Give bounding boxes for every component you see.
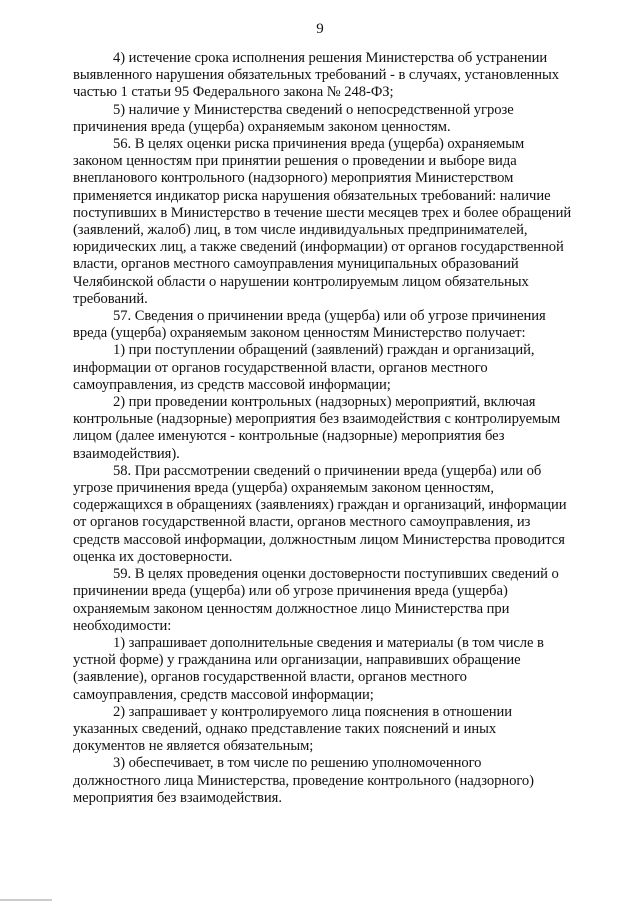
paragraph-clause-56: 56. В целях оценки риска причинения вреда (ущерба) охраняемым законом ценностям при принятии решения о проведении и выборе вида внепланового контрольного (надзорного) мероприятия Министерством применяется индикатор риска нарушения обязательных требований: наличие поступивших в Министерство в течение шести месяцев трех и более обращений (заявлений, жалоб) лиц, в том числе индивидуальных предпринимателей, юридических лиц, а также сведений (информации) от органов государственной власти, органов местного самоуправления муниципальных образований Челябинской области о нарушении контролируемым лицом обязательных требований.	[73, 136, 572, 307]
paragraph-clause-57: 57. Сведения о причинении вреда (ущерба) или об угрозе причинения вреда (ущерба) охраняемым законом ценностям Министерство получает:	[73, 308, 546, 342]
paragraph-clause-59: 59. В целях проведения оценки достоверности поступивших сведений о причинении вреда (ущерба) или об угрозе причинения вреда (ущерба) охраняемым законом ценностям должностное лицо Министерства при необходимости:	[73, 566, 559, 634]
scan-edge-mark	[0, 899, 52, 901]
paragraph-clause-59-item-3: 3) обеспечивает, в том числе по решению уполномоченного должностного лица Министерства, проведение контрольного (надзорного) мероприятия без взаимодействия.	[73, 755, 534, 806]
paragraph-clause-57-item-2: 2) при проведении контрольных (надзорных) мероприятий, включая контрольные (надзорные) мероприятия без взаимодействия с контролируемым лицом (далее именуются - контрольные (надзорные) мероприятия без взаимодействия).	[73, 394, 561, 462]
page-number: 9	[316, 21, 324, 37]
paragraph-clause-57-item-1: 1) при поступлении обращений (заявлений) граждан и организаций, информации от органов государственной власти, органов местного самоуправления, из средств массовой информации;	[73, 342, 535, 393]
document-body	[73, 50, 595, 807]
paragraph-item-5: 5) наличие у Министерства сведений о непосредственной угрозе причинения вреда (ущерба) охраняемым законом ценностям.	[73, 101, 514, 135]
paragraph-clause-58: 58. При рассмотрении сведений о причинении вреда (ущерба) или об угрозе причинения вреда (ущерба) охраняемым законом ценностям, содержащихся в обращениях (заявлениях) граждан и организаций, информации от органов государственной власти, органов местного самоуправления, из средств массовой информации, должностным лицом Министерства проводится оценка их достоверности.	[73, 462, 567, 565]
paragraph-clause-59-item-2: 2) запрашивает у контролируемого лица пояснения в отношении указанных сведений, однако представление таких пояснений и иных документов не является обязательным;	[73, 703, 513, 755]
paragraph-item-4: 4) истечение срока исполнения решения Министерства об устранении выявленного нарушения обязательных требований - в случаях, установленных частью 1 статьи 95 Федерального закона № 248-ФЗ;	[73, 50, 560, 101]
paragraph-clause-59-item-1: 1) запрашивает дополнительные сведения и материалы (в том числе в устной форме) у гражданина или организации, направивших обращение (заявление), органов государственной власти, органов местного самоуправления, средств массовой информации;	[73, 634, 544, 703]
